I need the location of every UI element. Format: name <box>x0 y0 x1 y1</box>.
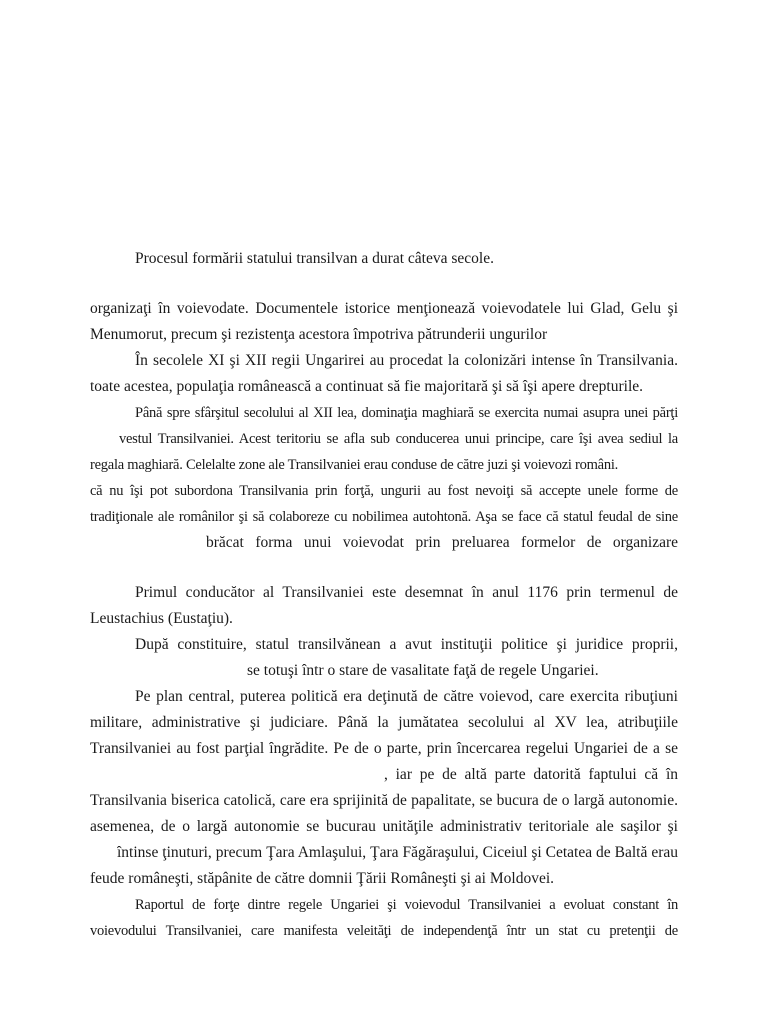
paragraph-line: feude româneşti, stăpânite de către domnii Ţării Româneşti şi ai Moldovei. <box>90 870 555 887</box>
paragraph-line: regala maghiară. Celelalte zone ale Transilvaniei erau conduse de către juzi şi voievozi români. <box>90 457 618 473</box>
paragraph-line: că nu îşi pot subordona Transilvania prin forţă, ungurii au fost nevoiţi să accepte unele forme de <box>90 483 678 499</box>
paragraph-line: militare, administrative şi judiciare. Până la jumătatea secolului al XV lea, atribuţiile <box>90 714 678 731</box>
paragraph-line: Până spre sfârşitul secolului al XII lea, dominaţia maghiară se exercita numai asupra unei părţi <box>135 405 678 421</box>
paragraph-line: organizaţi în voievodate. Documentele istorice menţionează voievodatele lui Glad, Gelu şi <box>90 300 678 317</box>
paragraph-line: întinse ţinuturi, precum Ţara Amlaşului, Ţara Făgăraşului, Ciceiul şi Cetatea de Baltă erau <box>117 844 678 861</box>
paragraph-line: toate acestea, populaţia românească a continuat să fie majoritară şi să îşi apere drepturile. <box>90 378 644 395</box>
paragraph-line: tradiţionale ale românilor şi să colaboreze cu nobilimea autohtonă. Aşa se face că statul feudal de sine <box>90 509 678 525</box>
paragraph-line: se totuşi într o stare de vasalitate faţă de regele Ungariei. <box>247 662 599 679</box>
paragraph-line: Pe plan central, puterea politică era deţinută de către voievod, care exercita ribuţiuni <box>135 688 678 705</box>
paragraph-line: Transilvaniei au fost parţial îngrădite. Pe de o parte, prin încercarea regelui Ungariei de a se <box>90 740 678 757</box>
paragraph-line: voievodului Transilvaniei, care manifesta veleităţi de independenţă într un stat cu pretenţii de <box>90 923 678 939</box>
paragraph-line: Leustachius (Eustaţiu). <box>90 610 233 627</box>
paragraph-line: brăcat forma unui voievodat prin preluarea formelor de organizare <box>206 534 678 551</box>
paragraph-line: Raportul de forţe dintre regele Ungariei şi voievodul Transilvaniei a evoluat constant în <box>135 897 678 913</box>
paragraph-line: După constituire, statul transilvănean a avut instituţii politice şi juridice proprii, <box>135 636 678 653</box>
paragraph-line: , iar pe de altă parte datorită faptului că în <box>384 766 678 783</box>
paragraph-line: În secolele XI şi XII regii Ungarirei au procedat la colonizări intense în Transilvania. <box>135 352 678 369</box>
paragraph-line: Transilvania biserica catolică, care era sprijinită de papalitate, se bucura de o largă autonomie. <box>90 792 678 809</box>
paragraph-line: asemenea, de o largă autonomie se bucurau unităţile administrativ teritoriale ale saşilor şi <box>90 818 678 835</box>
paragraph-line: Menumorut, precum şi rezistenţa acestora împotriva pătrunderii ungurilor <box>90 326 548 343</box>
paragraph-line: vestul Transilvaniei. Acest teritoriu se afla sub conducerea unui principe, care îşi avea sediul la <box>119 431 678 447</box>
paragraph-line: Procesul formării statului transilvan a durat câteva secole. <box>135 250 494 267</box>
paragraph-line: Primul conducător al Transilvaniei este desemnat în anul 1176 prin termenul de <box>135 584 678 601</box>
